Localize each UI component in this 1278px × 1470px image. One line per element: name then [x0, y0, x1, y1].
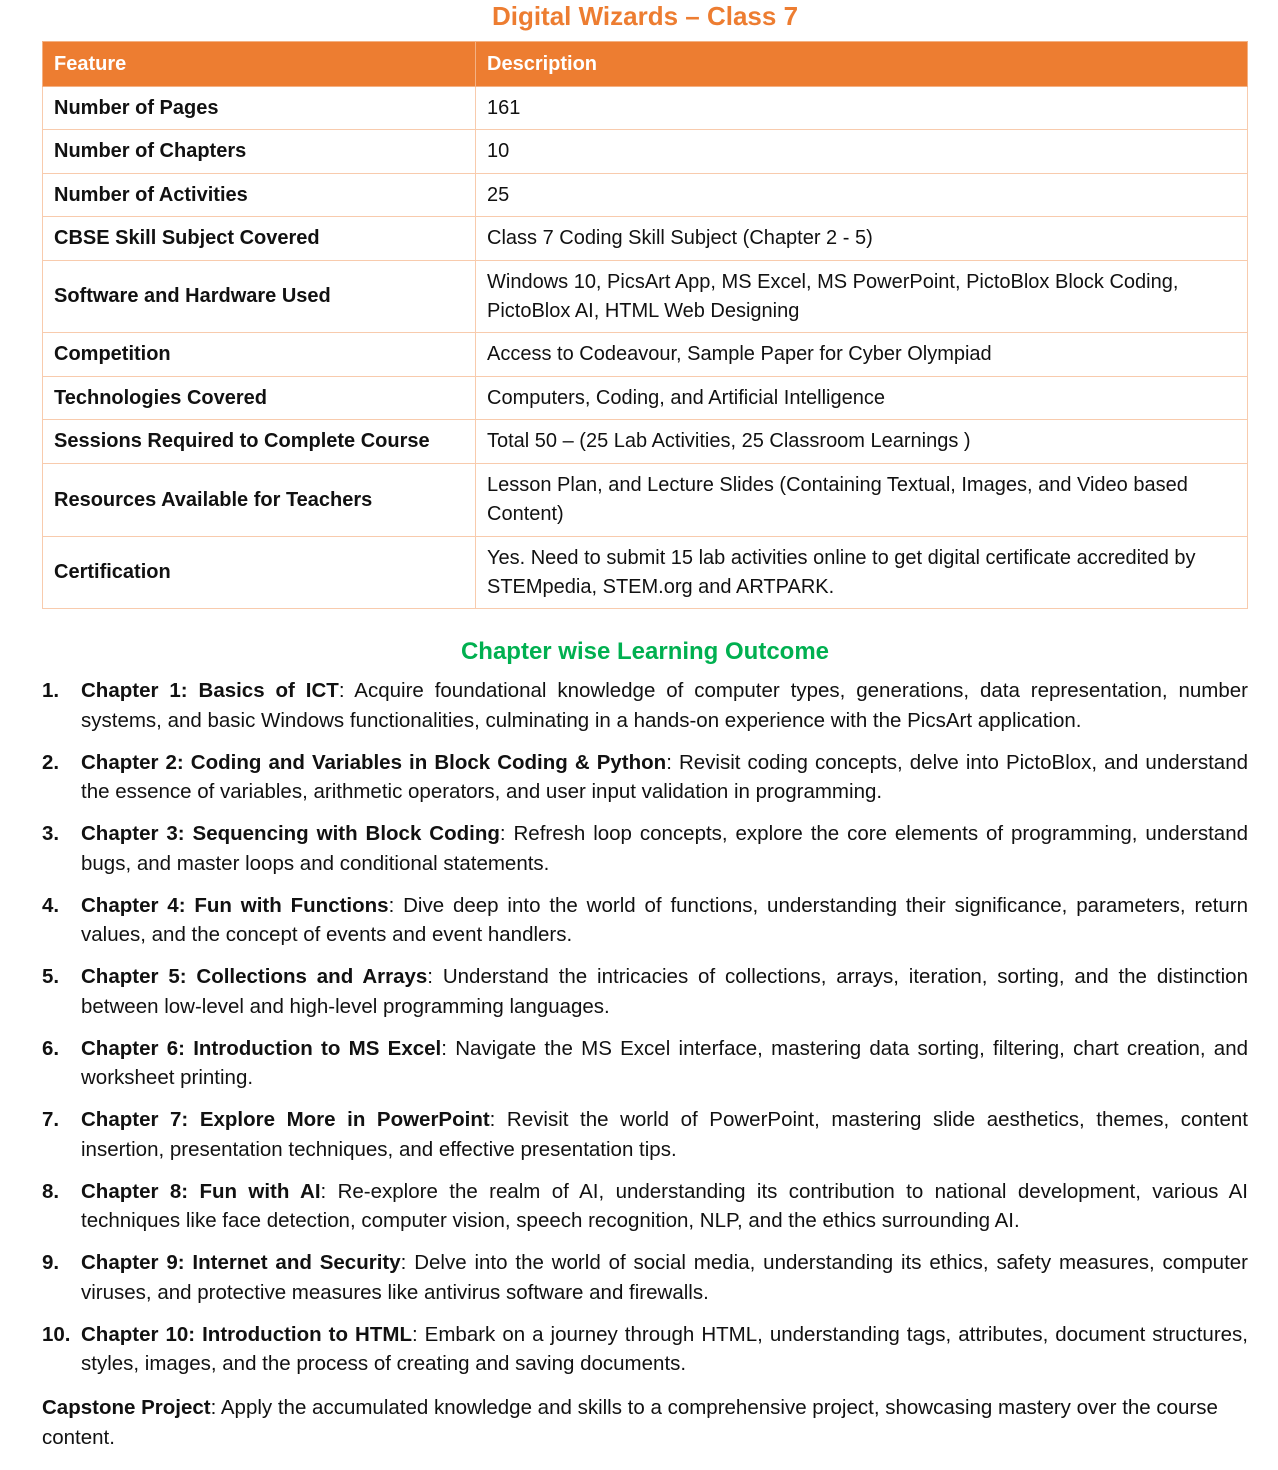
- list-item: [42, 819, 1248, 878]
- chapter-text: : Revisit the world of PowerPoint, mastering slide aesthetics, themes, content insertion, presentation techniques, and effective presentation tips.: [81, 1108, 1248, 1161]
- item-number: 9.: [42, 1251, 60, 1274]
- capstone-project: [42, 1393, 1248, 1453]
- table-row: [43, 130, 1248, 174]
- description-cell: Access to Codeavour, Sample Paper for Cyber Olympiad: [476, 333, 1248, 377]
- table-row: [43, 377, 1248, 420]
- chapter-heading: Chapter 4: Fun with Functions: [81, 893, 389, 917]
- chapter-text: : Navigate the MS Excel interface, mastering data sorting, filtering, chart creation, and worksheet printing.: [81, 1036, 1249, 1089]
- table-row: [43, 217, 1248, 261]
- chapter-heading: Chapter 8: Fun with AI: [81, 1179, 321, 1203]
- chapter-heading: Chapter 6: Introduction to MS Excel: [81, 1036, 442, 1060]
- feature-cell: Sessions Required to Complete Course: [43, 420, 476, 464]
- chapter-heading: Chapter 3: Sequencing with Block Coding: [81, 822, 500, 845]
- list-item: [42, 962, 1248, 1021]
- item-number: 7.: [42, 1108, 60, 1131]
- table-row: [43, 87, 1248, 130]
- description-cell: 25: [476, 174, 1248, 217]
- page-title: Digital Wizards – Class 7: [491, 1, 799, 31]
- table-row: [43, 174, 1248, 217]
- feature-cell: Software and Hardware Used: [43, 261, 476, 333]
- capstone-heading: Capstone Project: [42, 1396, 211, 1419]
- chapter-heading: Chapter 1: Basics of ICT: [81, 679, 339, 702]
- list-item: [42, 1320, 1248, 1379]
- chapter-text: : Acquire foundational knowledge of computer types, generations, data representation, number systems, and basic Windows functionalities, culminating in a hands-on experience with the PicsArt application.: [81, 679, 1248, 732]
- description-cell: 10: [476, 130, 1248, 174]
- chapter-text: : Dive deep into the world of functions, understanding their significance, parameters, return values, and the concept of events and event handlers.: [81, 893, 1248, 946]
- learning-outcomes-list: [42, 676, 1248, 1391]
- item-number: 8.: [42, 1179, 60, 1203]
- chapter-text: : Understand the intricacies of collections, arrays, iteration, sorting, and the distinction between low-level and high-level programming languages.: [81, 965, 1248, 1018]
- list-item: [42, 1034, 1248, 1093]
- features-table: [42, 41, 1248, 609]
- list-item: [42, 1248, 1248, 1307]
- description-cell: 161: [476, 87, 1248, 130]
- list-item: [42, 1177, 1248, 1236]
- header-description: Description: [476, 42, 1248, 87]
- item-number: 3.: [42, 822, 60, 845]
- description-cell: Class 7 Coding Skill Subject (Chapter 2 - 5): [476, 217, 1248, 261]
- item-number: 1.: [42, 679, 60, 702]
- list-item: [42, 676, 1248, 735]
- table-header-row: [43, 42, 1248, 87]
- feature-cell: CBSE Skill Subject Covered: [43, 217, 476, 261]
- feature-cell: Competition: [43, 333, 476, 377]
- feature-cell: Resources Available for Teachers: [43, 464, 476, 537]
- description-cell: Computers, Coding, and Artificial Intelligence: [476, 377, 1248, 420]
- feature-cell: Number of Pages: [43, 87, 476, 130]
- chapter-text: : Delve into the world of social media, understanding its ethics, safety measures, computer viruses, and protective measures like antivirus software and firewalls.: [81, 1251, 1249, 1304]
- item-number: 6.: [42, 1036, 60, 1060]
- item-number: 2.: [42, 750, 60, 774]
- chapter-text: : Refresh loop concepts, explore the core elements of programming, understand bugs, and master loops and conditional statements.: [81, 822, 1248, 875]
- table-row: [43, 464, 1248, 537]
- chapter-heading: Chapter 5: Collections and Arrays: [81, 965, 428, 988]
- item-number: 10.: [42, 1322, 71, 1346]
- chapter-heading: Chapter 10: Introduction to HTML: [81, 1322, 412, 1346]
- description-cell: Windows 10, PicsArt App, MS Excel, MS PowerPoint, PictoBlox Block Coding, PictoBlox AI, HTML Web Designing: [476, 261, 1248, 333]
- feature-cell: Number of Chapters: [43, 130, 476, 174]
- chapter-heading: Chapter 2: Coding and Variables in Block Coding & Python: [81, 750, 667, 774]
- description-cell: Yes. Need to submit 15 lab activities online to get digital certificate accredited by STEMpedia, STEM.org and ARTPARK.: [476, 537, 1248, 609]
- table-row: [43, 333, 1248, 377]
- capstone-text: : Apply the accumulated knowledge and skills to a comprehensive project, showcasing mastery over the course content.: [42, 1396, 1218, 1449]
- feature-cell: Technologies Covered: [43, 377, 476, 420]
- item-number: 4.: [42, 893, 60, 917]
- feature-cell: Certification: [43, 537, 476, 609]
- header-feature: Feature: [43, 42, 476, 87]
- table-row: [43, 537, 1248, 609]
- feature-cell: Number of Activities: [43, 174, 476, 217]
- list-item: [42, 748, 1248, 807]
- table-row: [43, 261, 1248, 333]
- chapter-text: : Re-explore the realm of AI, understanding its contribution to national development, various AI techniques like face detection, computer vision, speech recognition, NLP, and the ethics surrounding AI.: [81, 1179, 1248, 1232]
- list-item: [42, 891, 1248, 950]
- description-cell: Lesson Plan, and Lecture Slides (Containing Textual, Images, and Video based Content): [476, 464, 1248, 537]
- chapter-text: : Revisit coding concepts, delve into PictoBlox, and understand the essence of variables, arithmetic operators, and user input validation in programming.: [81, 750, 1249, 803]
- description-cell: Total 50 – (25 Lab Activities, 25 Classroom Learnings ): [476, 420, 1248, 464]
- chapter-heading: Chapter 9: Internet and Security: [81, 1251, 401, 1274]
- chapter-heading: Chapter 7: Explore More in PowerPoint: [81, 1108, 490, 1131]
- chapter-text: : Embark on a journey through HTML, understanding tags, attributes, document structures, styles, images, and the process of creating and saving documents.: [81, 1322, 1249, 1375]
- section-title: Chapter wise Learning Outcome: [460, 638, 830, 665]
- table-row: [43, 420, 1248, 464]
- item-number: 5.: [42, 965, 60, 988]
- list-item: [42, 1105, 1248, 1164]
